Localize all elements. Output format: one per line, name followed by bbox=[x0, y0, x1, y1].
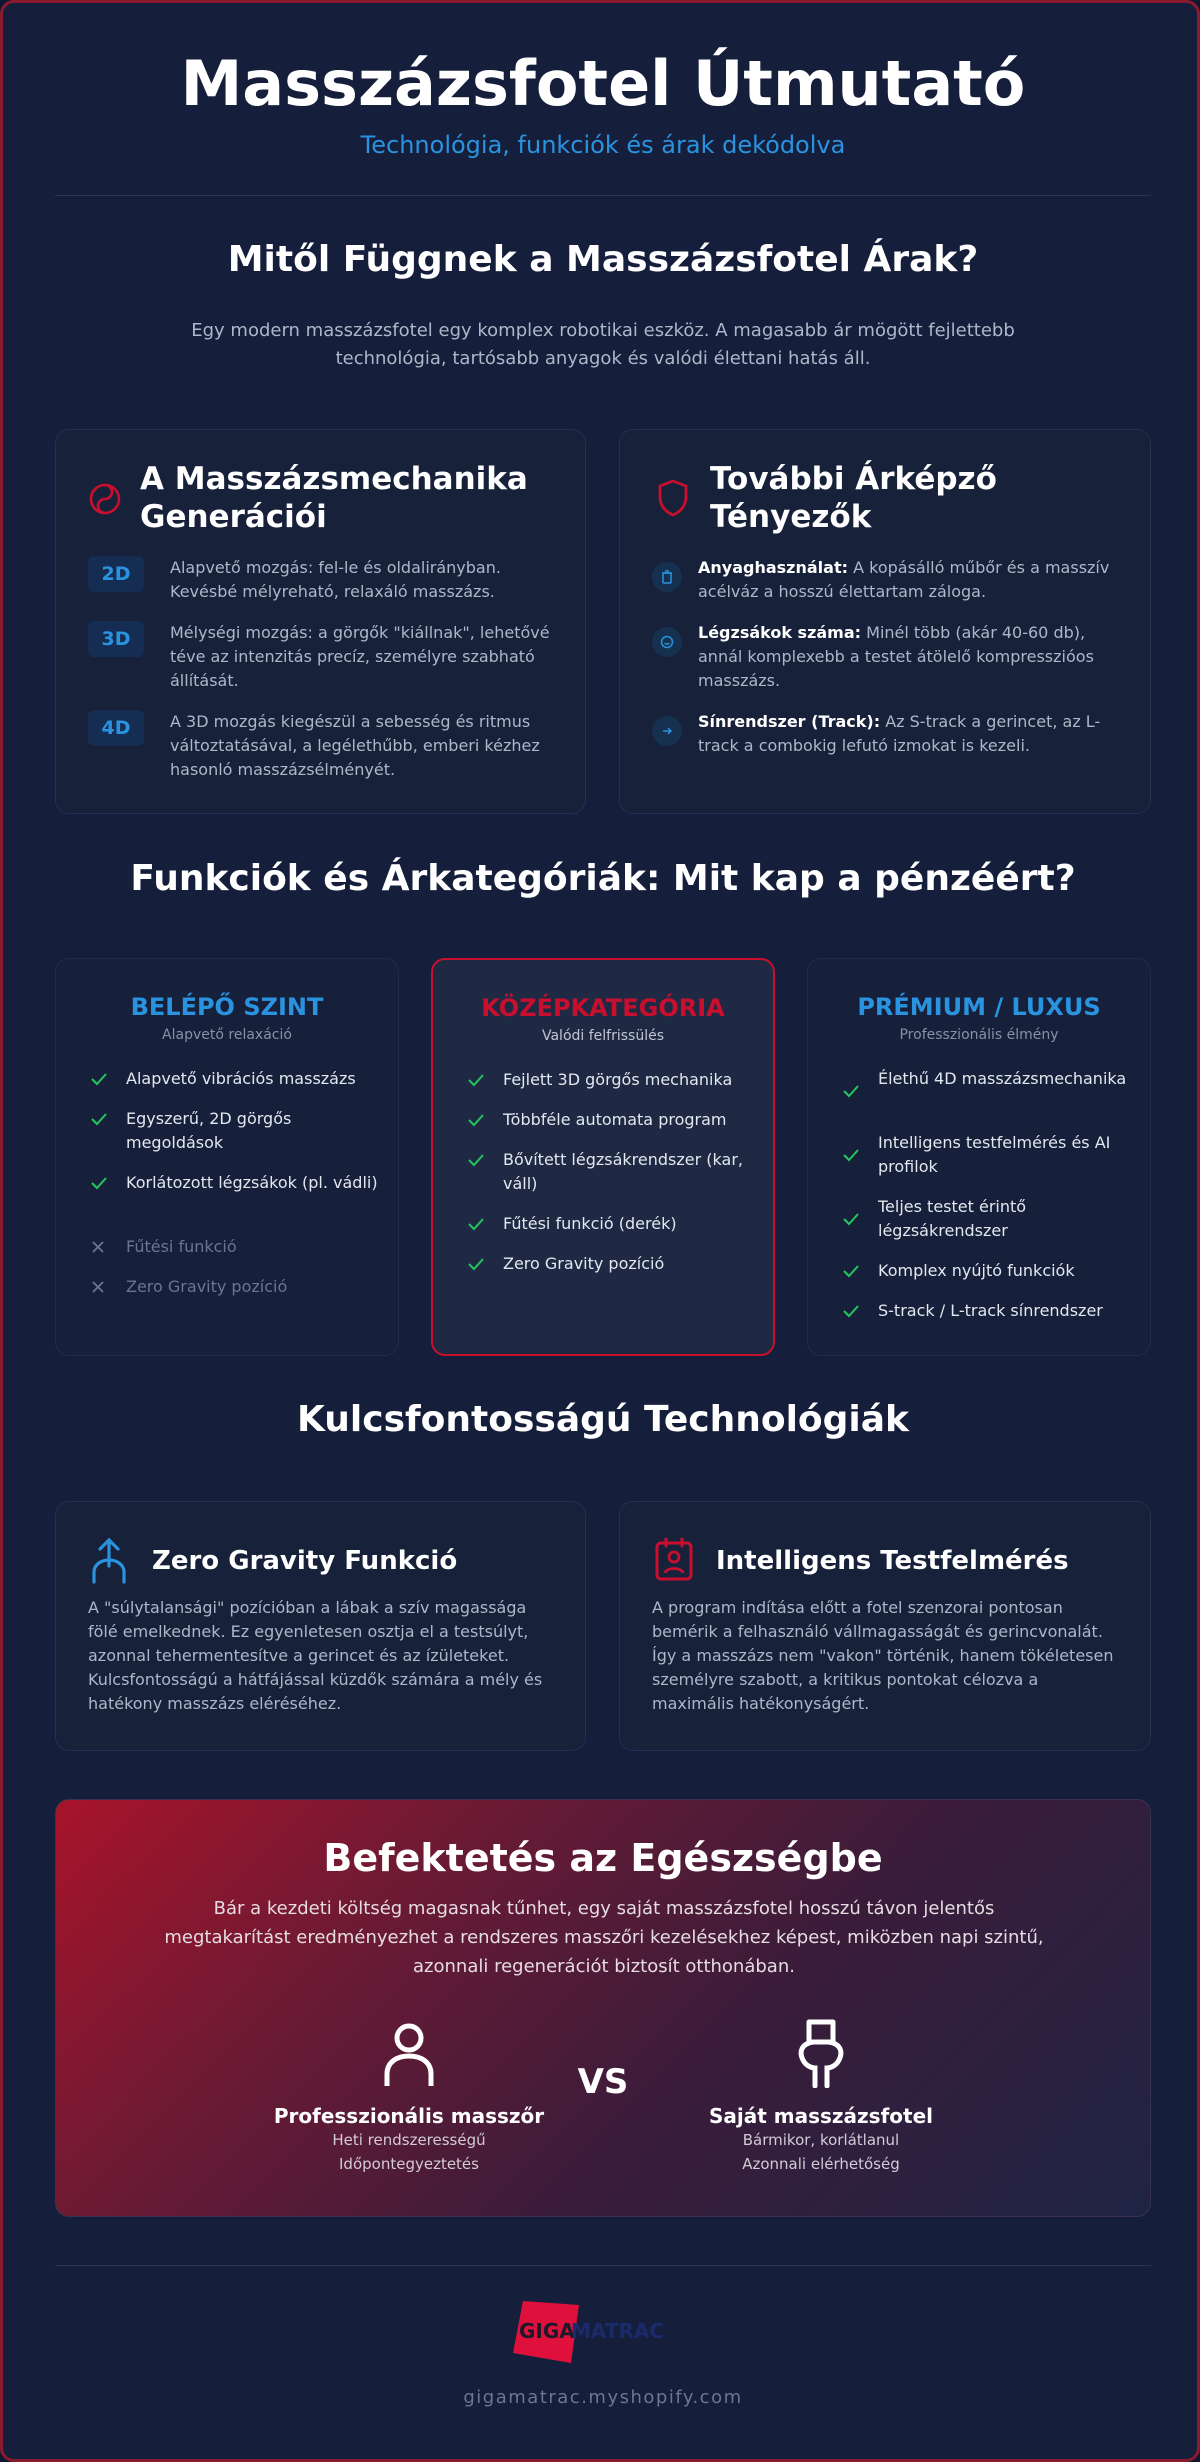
check-icon bbox=[467, 1148, 487, 1172]
mechanics-card bbox=[55, 429, 586, 814]
feature-item: Bővített légzsákrendszer (kar, váll) bbox=[467, 1148, 753, 1196]
tier-card-mid: KÖZÉPKATEGÓRIA Valódi felfrissülés Fejlett 3D görgős mechanika Többféle automata program Bővített légzsákrendszer (kar, váll) Fűtési funkció (derék) Zero Gravity pozíció bbox=[431, 958, 775, 1356]
material-icon bbox=[652, 562, 682, 592]
feature-item: Intelligens testfelmérés és AI profilok bbox=[842, 1131, 1130, 1179]
feature-item: Zero Gravity pozíció bbox=[90, 1275, 378, 1299]
check-icon bbox=[467, 1212, 487, 1236]
card-title: További Árképző Tényezők bbox=[710, 461, 997, 535]
check-icon bbox=[90, 1067, 110, 1091]
feature-item: Komplex nyújtó funkciók bbox=[842, 1259, 1130, 1283]
list-item: 2D Alapvető mozgás: fel-le és oldalirányban. Kevésbé mélyreható, relaxáló masszázs. bbox=[88, 556, 553, 604]
tiers-heading: Funkciók és Árkategóriák: Mit kap a pénzéért? bbox=[130, 858, 1076, 899]
cross-icon bbox=[90, 1275, 110, 1299]
page-title: Masszázsfotel Útmutató bbox=[180, 47, 1026, 120]
tier-card-entry: BELÉPŐ SZINT Alapvető relaxáció Alapvető vibrációs masszázs Egyszerű, 2D görgős megoldások Korlátozott légzsákok (pl. vádli) Fűtési funkció Zero Gravity pozíció bbox=[55, 958, 399, 1356]
vs-label: VS bbox=[577, 2062, 629, 2102]
airbag-icon bbox=[652, 627, 682, 657]
divider bbox=[55, 2265, 1151, 2266]
yin-yang-icon bbox=[88, 482, 122, 520]
tech-heading: Kulcsfontosságú Technológiák bbox=[297, 1399, 909, 1440]
card-title: A Masszázsmechanika Generációi bbox=[140, 461, 528, 535]
cross-icon bbox=[90, 1235, 110, 1259]
feature-item: Zero Gravity pozíció bbox=[467, 1252, 753, 1276]
svg-text:MATRAC: MATRAC bbox=[571, 2319, 665, 2343]
tech-card-body-scan: Intelligens Testfelmérés A program indítása előtt a fotel szenzorai pontosan bemérik a felhasználó vállmagasságát és gerincvonalát. Így a masszázs nem "vakon" történik, hanem tökéletesen személyre szabott, a kritikus pontokat célozva a maximális hatékonyságért. bbox=[619, 1501, 1151, 1751]
check-icon bbox=[842, 1143, 862, 1167]
svg-text:GIGA: GIGA bbox=[519, 2319, 575, 2343]
chair-icon bbox=[791, 2073, 851, 2092]
feature-item: Alapvető vibrációs masszázs bbox=[90, 1067, 378, 1091]
badge-4d: 4D bbox=[88, 710, 144, 746]
feature-item: Egyszerű, 2D görgős megoldások bbox=[90, 1107, 378, 1155]
pricing-intro: Egy modern masszázsfotel egy komplex robotikai eszköz. A magasabb ár mögött fejlettebb technológia, tartósabb anyagok és valódi élettani hatás áll. bbox=[191, 320, 1015, 369]
check-icon bbox=[467, 1252, 487, 1276]
list-item: Anyaghasználat: A kopásálló műbőr és a masszív acélváz a hosszú élettartam záloga. bbox=[652, 556, 1118, 604]
tier-card-premium: PRÉMIUM / LUXUS Professzionális élmény Élethű 4D masszázsmechanika Intelligens testfelmérés és AI profilok Teljes testet érintő légzsákrendszer Komplex nyújtó funkciók S-track / L-track sínrendszer bbox=[807, 958, 1151, 1356]
badge-3d: 3D bbox=[88, 621, 144, 657]
check-icon bbox=[467, 1108, 487, 1132]
arrow-right-icon bbox=[652, 716, 682, 746]
check-icon bbox=[842, 1207, 862, 1231]
check-icon bbox=[842, 1079, 862, 1103]
list-item: Légzsákok száma: Minél több (akár 40-60 db), annál komplexebb a testet átölelő kompresszióos masszázs. bbox=[652, 621, 1118, 693]
feature-item: Teljes testet érintő légzsákrendszer bbox=[842, 1195, 1130, 1243]
check-icon bbox=[467, 1068, 487, 1092]
check-icon bbox=[90, 1107, 110, 1131]
check-icon bbox=[842, 1259, 862, 1283]
feature-item: Fűtési funkció bbox=[90, 1235, 378, 1259]
feature-item: S-track / L-track sínrendszer bbox=[842, 1299, 1130, 1323]
comparison-chair: Saját masszázsfotel Bármikor, korlátlanul Azonnali elérhetőség bbox=[651, 2018, 991, 2176]
shield-icon bbox=[656, 478, 690, 522]
feature-item: Fűtési funkció (derék) bbox=[467, 1212, 753, 1236]
footer-url[interactable]: gigamatrac.myshopify.com bbox=[463, 2387, 743, 2408]
tech-card-zero-gravity: Zero Gravity Funkció A "súlytalansági" pozícióban a lábak a szív magassága fölé emelkednek. Ez egyenletesen osztja el a testsúlyt, azonnal tehermentesítve a gerincet és az ízületeket. Kulcsfontosságú a hátfájással küzdők számára a mély és hatékony masszázs eléréséhez. bbox=[55, 1501, 586, 1751]
page-subtitle: Technológia, funkciók és árak dekódolva bbox=[360, 131, 846, 159]
feature-item: Többféle automata program bbox=[467, 1108, 753, 1132]
investment-banner: Befektetés az Egészségbe Bár a kezdeti költség magasnak tűnhet, egy saját masszázsfotel hosszú távon jelentős megtakarítást eredményezhet a rendszeres masszőri kezelésekhez képest, miközben napi szintű, azonnali regenerációt biztosít otthonában. Professzionális masszőr Heti rendszerességű Időpontegyeztetés VS Saját masszázsfotel Bármikor, korlátlanul Azonnali elérhetőség bbox=[55, 1799, 1151, 2217]
factors-card bbox=[619, 429, 1151, 814]
list-item: 4D A 3D mozgás kiegészül a sebesség és ritmus változtatásával, a legélethűbb, emberi kézhez hasonló masszázsélményét. bbox=[88, 710, 553, 782]
check-icon bbox=[90, 1171, 110, 1195]
body-scan-icon bbox=[654, 1536, 694, 1586]
feature-item: Korlátozott légzsákok (pl. vádli) bbox=[90, 1171, 378, 1195]
feature-item: Fejlett 3D görgős mechanika bbox=[467, 1068, 753, 1092]
check-icon bbox=[842, 1299, 862, 1323]
list-item: Sínrendszer (Track): Az S-track a gerincet, az L-track a combokig lefutó izmokat is kezeli. bbox=[652, 710, 1118, 758]
list-item: 3D Mélységi mozgás: a görgők "kiállnak", lehetővé téve az intenzitás precíz, személyre szabható állítását. bbox=[88, 621, 553, 693]
feature-item: Élethű 4D masszázsmechanika bbox=[842, 1067, 1130, 1103]
brand-logo[interactable] bbox=[509, 2295, 699, 2365]
comparison-masseur: Professzionális masszőr Heti rendszerességű Időpontegyeztetés bbox=[239, 2018, 579, 2176]
badge-2d: 2D bbox=[88, 556, 144, 592]
zero-gravity-icon bbox=[88, 1536, 130, 1588]
divider bbox=[55, 195, 1151, 196]
pricing-heading: Mitől Függnek a Masszázsfotel Árak? bbox=[227, 239, 979, 280]
